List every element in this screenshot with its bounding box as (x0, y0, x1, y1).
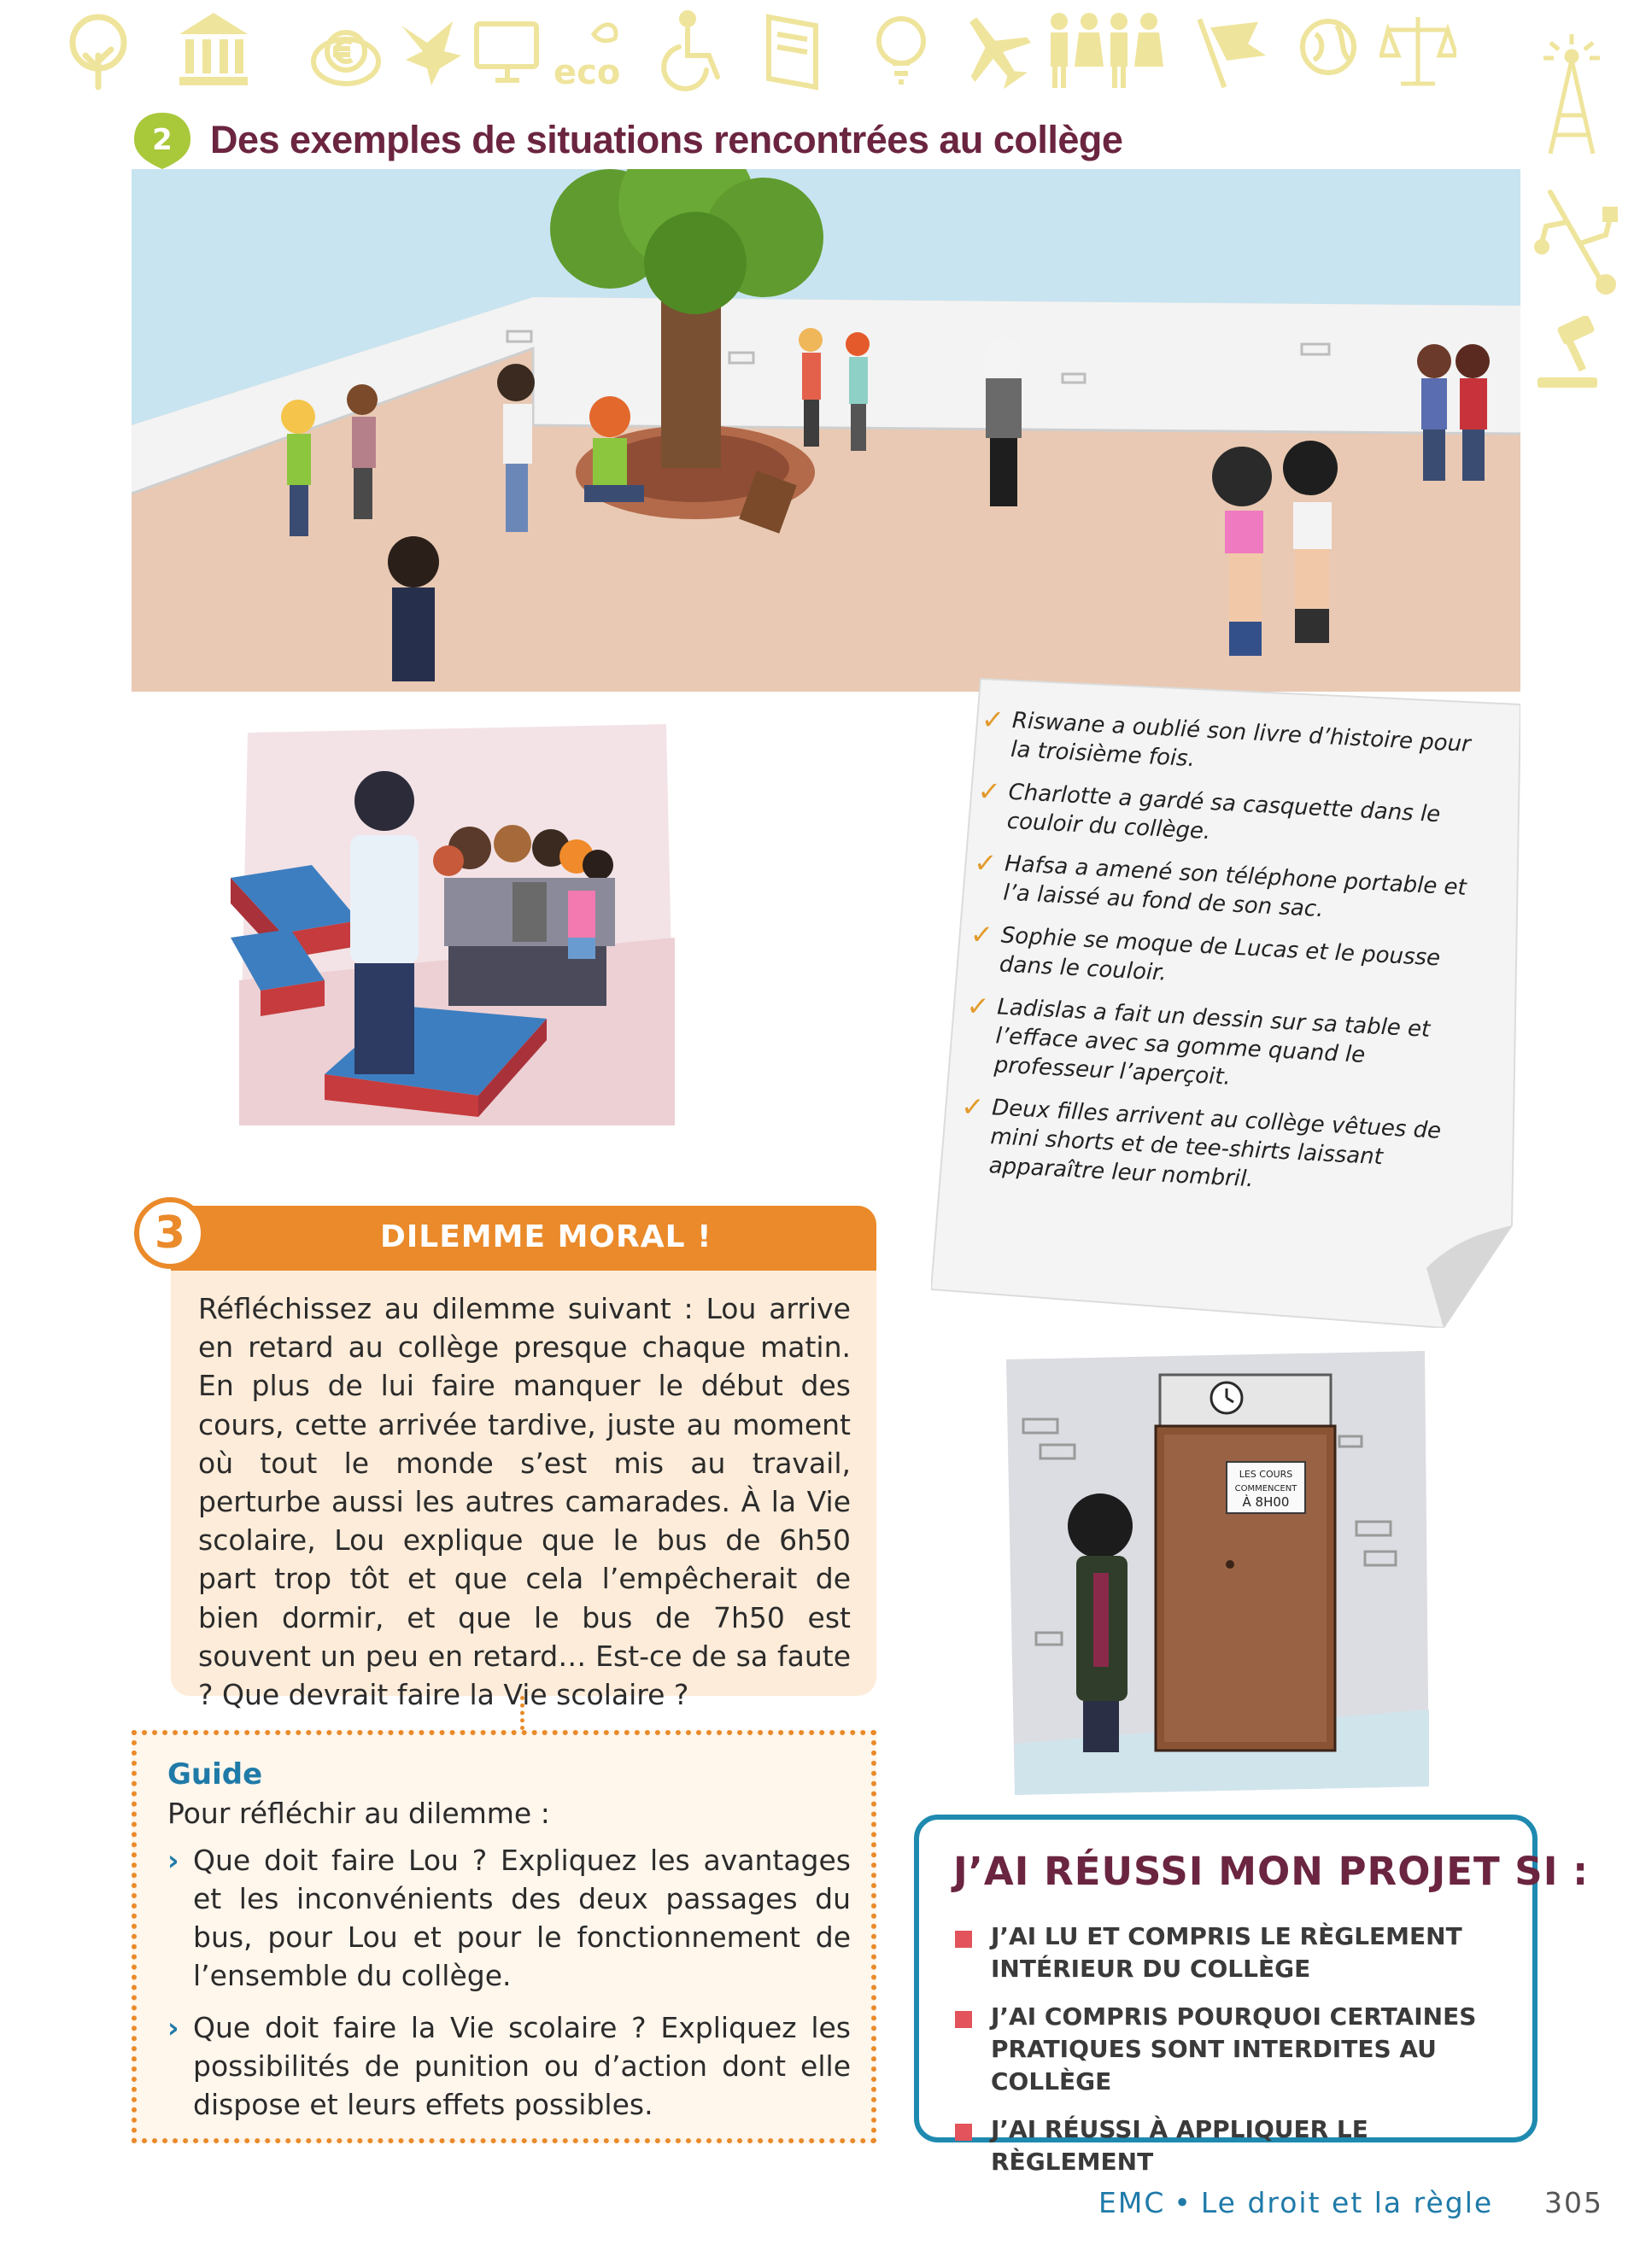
eco-icon (547, 9, 624, 94)
footer-running-title (1098, 2186, 1493, 2219)
square-bullet-icon (955, 2011, 972, 2028)
chevron-right-icon: › (167, 1844, 179, 1877)
checkmark-icon: ✓ (965, 989, 991, 1023)
checkmark-icon: ✓ (960, 1090, 986, 1124)
list-item: ✓ Deux filles arrivent au collège vêtues de mini shorts et de tee-shirts laissant apparaître leur nombril. (960, 1090, 1442, 1193)
checkmark-icon: ✓ (981, 703, 1005, 737)
checkmark-icon: ✓ (976, 774, 1002, 809)
euro-coin-icon (308, 9, 384, 94)
students-group (433, 825, 615, 1006)
list-item: ✓ Hafsa a amené son téléphone portable et l’a laissé au fond de son sac. (973, 845, 1467, 923)
computer-icon (470, 9, 547, 94)
checkmark-icon: ✓ (973, 845, 999, 880)
book-icon (756, 9, 833, 94)
situations-checklist-note (931, 670, 1520, 1328)
gym-illustration (231, 724, 679, 1125)
airplane-icon (957, 9, 1034, 94)
section-2-badge (132, 111, 192, 171)
scales-icon (1379, 9, 1456, 94)
chevron-right-icon: › (167, 2011, 179, 2044)
usb-icon (1533, 184, 1619, 295)
guide-title: Guide (167, 1757, 263, 1792)
list-item: ✓ Charlotte a gardé sa casquette dans le couloir du collège. (976, 774, 1441, 845)
list-item: J’AI LU ET COMPRIS LE RÈGLEMENT INTÉRIEUR DU COLLÈGE (955, 1920, 1502, 1985)
footer-subject: EMC (1098, 2186, 1166, 2219)
page-number: 305 (1544, 2186, 1603, 2219)
teacher-figure (350, 771, 419, 1074)
header-icon-strip (60, 9, 1529, 102)
list-item: ✓ Riswane a oublié son livre d’histoire pour la troisième fois. (981, 703, 1472, 773)
success-list (955, 1920, 1502, 2194)
guide-list (167, 1841, 851, 2137)
list-item: J’AI RÉUSSI À APPLIQUER LE RÈGLEMENT (955, 2113, 1502, 2178)
dilemma-number-badge: 3 (134, 1197, 206, 1269)
success-title: J’AI RÉUSSI MON PROJET SI : (953, 1849, 1590, 1894)
guide-box (132, 1730, 876, 2143)
footer-chapter: Le droit et la règle (1200, 2186, 1494, 2219)
list-item: J’AI COMPRIS POURQUOI CERTAINES PRATIQUES SONT INTERDITES AU COLLÈGE (955, 2001, 1502, 2098)
tree-icon (60, 9, 137, 94)
guide-subtitle: Pour réfléchir au dilemme : (167, 1797, 550, 1830)
square-bullet-icon (955, 2124, 972, 2141)
antenna-icon (1525, 34, 1619, 162)
section-2-title: Des exemples de situations rencontrées au collège (210, 118, 1123, 161)
svg-text:2: 2 (152, 123, 173, 157)
list-item: › Que doit faire la Vie scolaire ? Expliquez les possibilités de punition ou d’action dont elle dispose et leurs effets possibles. (167, 2008, 851, 2124)
checkmark-icon: ✓ (969, 917, 994, 952)
globe-icon (1290, 9, 1367, 94)
svg-text:COMMENCENT: COMMENCENT (1234, 1484, 1297, 1493)
success-criteria-box (914, 1815, 1590, 2176)
list-item: ✓ Sophie se moque de Lucas et le pousse dans le couloir. (969, 917, 1441, 986)
lightbulb-icon (863, 9, 940, 94)
schoolyard-illustration (132, 169, 1520, 692)
side-icon-strip (1525, 34, 1619, 393)
bullet-icon: • (1174, 2186, 1192, 2219)
gavel-icon (1533, 316, 1619, 393)
svg-text:eco: eco (554, 53, 621, 92)
svg-text:À 8H00: À 8H00 (1242, 1494, 1290, 1510)
checklist (957, 704, 1485, 1219)
dilemma-title: DILEMME MORAL ! (380, 1219, 712, 1254)
svg-text:LES COURS: LES COURS (1239, 1469, 1293, 1480)
list-item: › Que doit faire Lou ? Expliquez les avantages et les inconvénients des deux passages du bus, pour Lou et pour le fonctionnement de l’ensemble du collège. (167, 1841, 851, 1995)
wheelchair-icon (653, 9, 730, 94)
dilemma-text: Réfléchissez au dilemme suivant : Lou arrive en retard au collège presque chaque matin. En plus de lui faire manquer le début des cours, cette arrivée tardive, juste au moment où tout le monde s’est mis au travail, perturbe aussi les autres camarades. À la Vie scolaire, Lou explique que le bus de 6h50 part trop tôt et que cela l’empêcherait de bien dormir, et que le bus de 7h50 est souvent un peu en retard… Est-ce de sa faute ? Que devrait faire la Vie scolaire ? (198, 1292, 851, 1712)
dove-icon (393, 9, 470, 94)
dilemma-header (171, 1206, 876, 1271)
people-icon (1042, 9, 1170, 94)
dotted-connector (520, 1696, 524, 1730)
school-door-illustration (998, 1351, 1433, 1795)
list-item: ✓ Ladislas a fait un dessin sur sa table et l’efface avec sa gomme quand le professeur l’aperçoit. (965, 989, 1432, 1090)
square-bullet-icon (955, 1931, 972, 1948)
flag-icon (1196, 9, 1273, 94)
institution-icon (175, 9, 252, 94)
dilemma-body (171, 1271, 876, 1712)
